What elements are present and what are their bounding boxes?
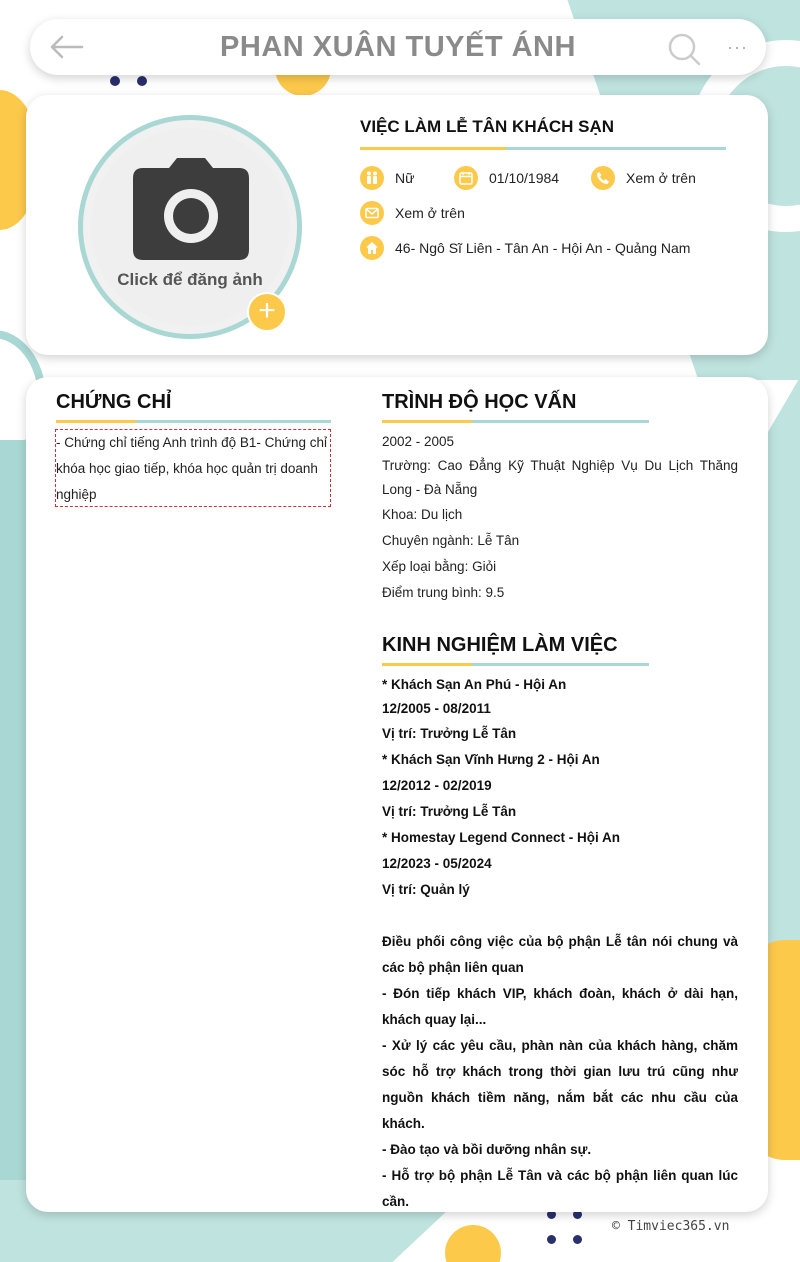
- certificates-underline: [136, 420, 331, 423]
- search-icon[interactable]: [666, 31, 702, 67]
- gender-icon: [360, 166, 384, 190]
- experience-underline-accent: [382, 663, 472, 666]
- certificates-text[interactable]: - Chứng chỉ tiếng Anh trình độ B1- Chứng chỉ khóa học giao tiếp, khóa học quản trị doanh nghiệp: [55, 429, 331, 507]
- experience-details: [382, 673, 738, 1215]
- experience-line: * Khách Sạn Vĩnh Hưng 2 - Hội An: [382, 752, 600, 767]
- education-school: Trường: Cao Đẳng Kỹ Thuật Nghiệp Vụ Du Lịch Thăng Long - Đà Nẵng: [382, 458, 738, 497]
- experience-underline: [472, 663, 649, 666]
- resume-content: [26, 377, 768, 1212]
- add-photo-icon[interactable]: +: [247, 292, 287, 332]
- education-title: TRÌNH ĐỘ HỌC VẤN: [382, 391, 577, 413]
- experience-line: * Khách Sạn An Phú - Hội An: [382, 677, 567, 692]
- experience-duty: - Hỗ trợ bộ phận Lễ Tân và các bộ phận liên quan lúc cần.: [382, 1168, 738, 1209]
- education-underline: [472, 420, 649, 423]
- certificates-underline-accent: [56, 420, 136, 423]
- phone-value: Xem ở trên: [626, 170, 696, 186]
- education-major: Chuyên ngành: Lễ Tân: [382, 533, 520, 548]
- experience-line: 12/2023 - 05/2024: [382, 856, 492, 871]
- birthday-value: 01/10/1984: [489, 170, 560, 186]
- email-icon: [360, 201, 384, 225]
- certificates-title: CHỨNG CHỈ: [56, 391, 172, 413]
- birthday-info: [454, 166, 559, 190]
- profile-card: [26, 95, 768, 355]
- experience-line: Vị trí: Trưởng Lễ Tân: [382, 726, 517, 741]
- photo-upload-label: Click để đăng ảnh: [117, 270, 263, 289]
- experience-line: Vị trí: Trưởng Lễ Tân: [382, 804, 517, 819]
- experience-line: Vị trí: Quản lý: [382, 882, 470, 897]
- gender-value: Nữ: [395, 170, 415, 186]
- experience-duty: - Xử lý các yêu cầu, phàn nàn của khách hàng, chăm sóc hỗ trợ khách trong thời gian lưu trú cũng như nguồn khách tiềm năng, nắm bắt các nhu cầu của khách.: [382, 1038, 738, 1131]
- address-info: [360, 236, 690, 260]
- home-icon: [360, 236, 384, 260]
- education-details: [382, 430, 738, 606]
- page-title: PHAN XUÂN TUYẾT ÁNH: [220, 31, 576, 63]
- experience-line: 12/2012 - 02/2019: [382, 778, 492, 793]
- experience-line: * Homestay Legend Connect - Hội An: [382, 830, 621, 845]
- experience-duty: - Đào tạo và bồi dưỡng nhân sự.: [382, 1142, 592, 1157]
- education-underline-accent: [382, 420, 472, 423]
- spacer: [382, 903, 738, 929]
- title-underline: [506, 147, 726, 150]
- phone-info: [591, 166, 696, 190]
- calendar-icon: [454, 166, 478, 190]
- education-faculty: Khoa: Du lịch: [382, 507, 463, 522]
- phone-icon: [591, 166, 615, 190]
- email-info: [360, 201, 465, 225]
- education-years: 2002 - 2005: [382, 434, 455, 449]
- experience-title: KINH NGHIỆM LÀM VIỆC: [382, 634, 618, 656]
- experience-duty: Điều phối công việc của bộ phận Lễ tân nói chung và các bộ phận liên quan: [382, 934, 738, 975]
- experience-line: 12/2005 - 08/2011: [382, 701, 491, 716]
- education-gpa: Điểm trung bình: 9.5: [382, 585, 505, 600]
- experience-duty: - Đón tiếp khách VIP, khách đoàn, khách ở dài hạn, khách quay lại...: [382, 986, 738, 1027]
- education-grade: Xếp loại bằng: Giỏi: [382, 559, 497, 574]
- header-bar: [30, 19, 766, 75]
- email-value: Xem ở trên: [395, 205, 465, 221]
- camera-icon: [131, 156, 251, 267]
- address-value: 46- Ngô Sĩ Liên - Tân An - Hội An - Quảng Nam: [395, 240, 691, 256]
- footer-copyright: © Timviec365.vn: [612, 1219, 730, 1234]
- job-title: VIỆC LÀM LỄ TÂN KHÁCH SẠN: [360, 117, 615, 136]
- photo-upload[interactable]: [78, 115, 302, 339]
- more-options-icon[interactable]: ···: [727, 37, 748, 57]
- gender-info: [360, 166, 414, 190]
- title-underline-accent: [360, 147, 506, 150]
